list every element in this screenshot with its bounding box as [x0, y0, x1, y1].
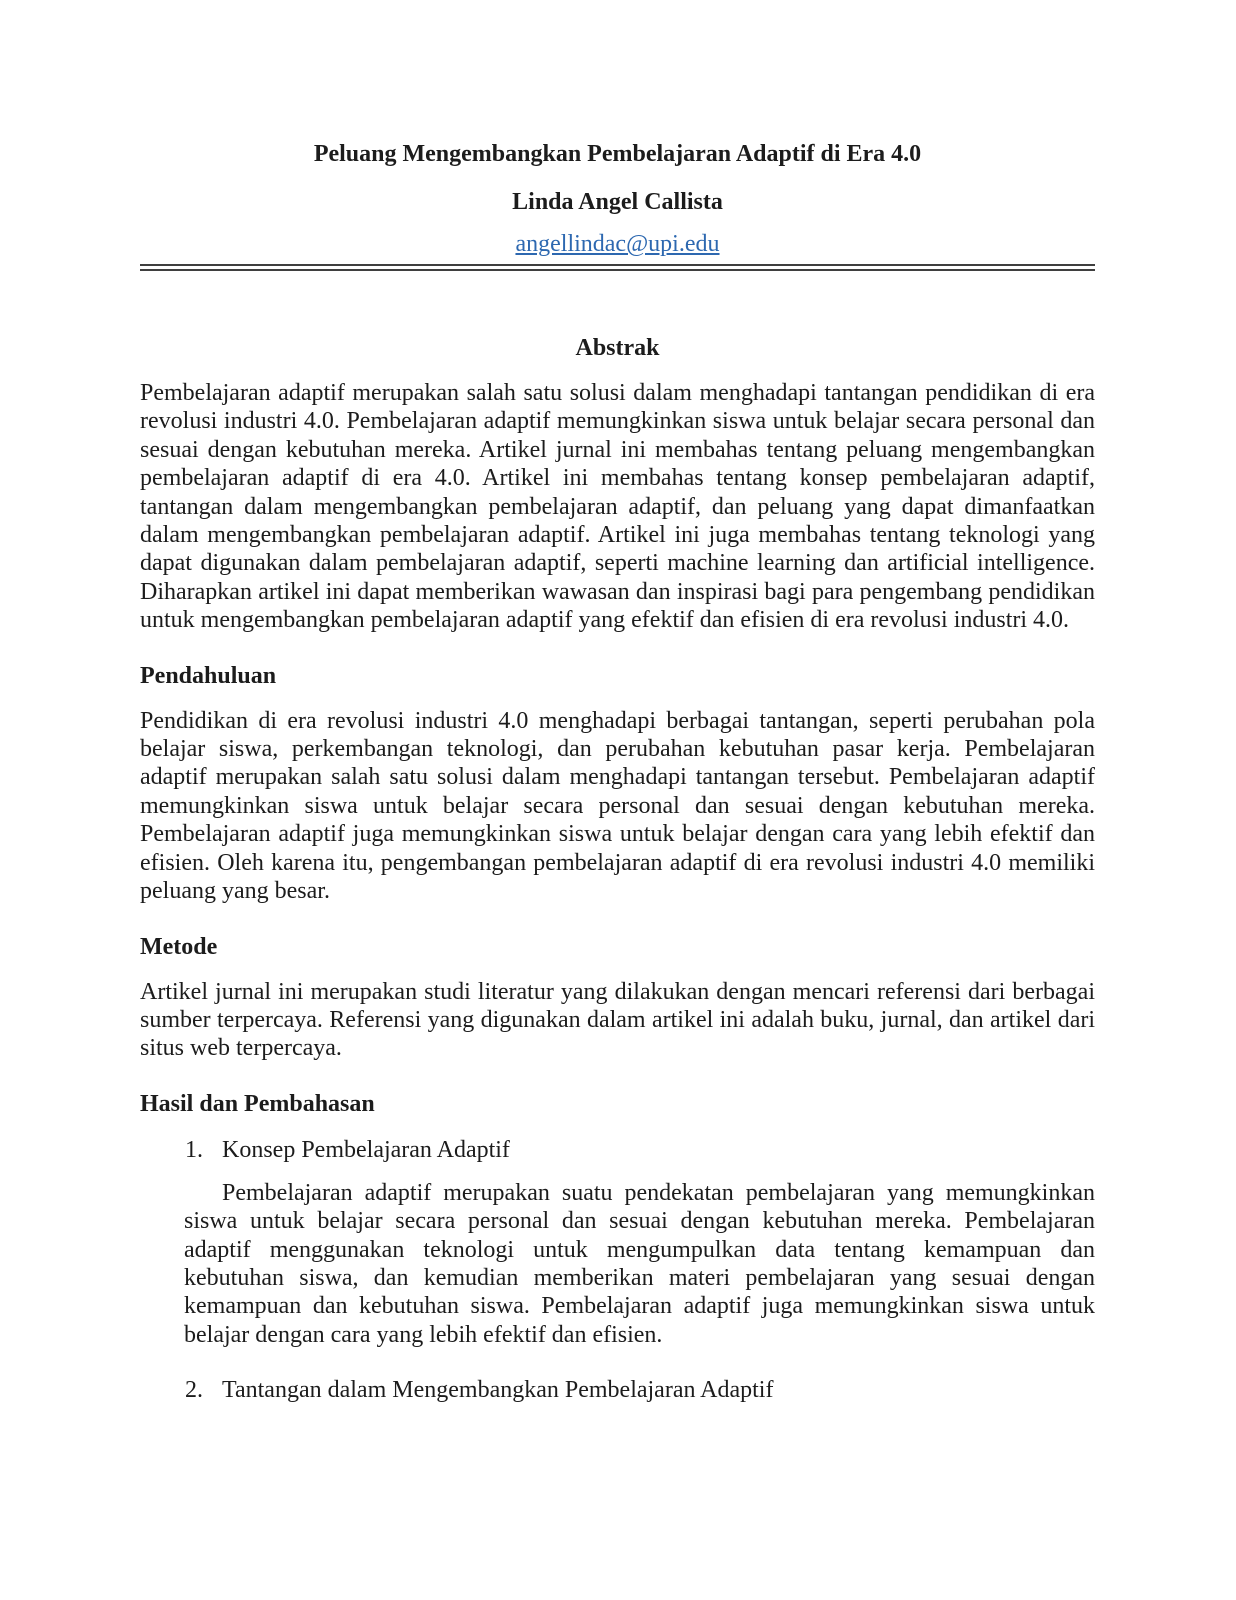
list-item-number: 1.	[185, 1136, 203, 1163]
list-item	[140, 1135, 1095, 1165]
email-line	[140, 228, 1095, 260]
document-header	[140, 138, 1095, 271]
method-paragraph: Artikel jurnal ini merupakan studi literatur yang dilakukan dengan mencari referensi dari berbagai sumber terpercaya. Referensi yang digunakan dalam artikel ini adalah buku, jurnal, dan artikel dari situs web terpercaya.	[140, 978, 1095, 1062]
introduction-paragraph: Pendidikan di era revolusi industri 4.0 menghadapi berbagai tantangan, seperti perubahan pola belajar siswa, perkembangan teknologi, dan perubahan kebutuhan pasar kerja. Pembelajaran adaptif merupakan salah satu solusi dalam menghadapi tantangan tersebut. Pembelajaran adaptif memungkinkan siswa untuk belajar secara personal dan sesuai dengan kebutuhan mereka. Pembelajaran adaptif juga memungkinkan siswa untuk belajar dengan cara yang lebih efektif dan efisien. Oleh karena itu, pengembangan pembelajaran adaptif di era revolusi industri 4.0 memiliki peluang yang besar.	[140, 707, 1095, 905]
list-item-number: 2.	[185, 1377, 203, 1404]
introduction-heading: Pendahuluan	[140, 662, 277, 689]
email-link[interactable]: angellindac@upi.edu	[515, 231, 720, 257]
list-item-title: Tantangan dalam Mengembangkan Pembelajaran Adaptif	[222, 1377, 774, 1404]
results-heading: Hasil dan Pembahasan	[140, 1090, 375, 1117]
abstract-heading: Abstrak	[575, 335, 660, 361]
author-name: Linda Angel Callista	[512, 189, 723, 215]
list-item	[140, 1375, 1095, 1405]
list-item-title: Konsep Pembelajaran Adaptif	[222, 1136, 510, 1163]
method-heading: Metode	[140, 933, 218, 960]
abstract-paragraph: Pembelajaran adaptif merupakan salah satu solusi dalam menghadapi tantangan pendidikan di era revolusi industri 4.0. Pembelajaran adaptif memungkinkan siswa untuk belajar secara personal dan sesuai dengan kebutuhan mereka. Artikel jurnal ini membahas tentang peluang mengembangkan pembelajaran adaptif di era 4.0. Artikel ini membahas tentang konsep pembelajaran adaptif, tantangan dalam mengembangkan pembelajaran adaptif, dan peluang yang dapat dimanfaatkan dalam mengembangkan pembelajaran adaptif. Artikel ini juga membahas tentang teknologi yang dapat digunakan dalam pembelajaran adaptif, seperti machine learning dan artificial intelligence. Diharapkan artikel ini dapat memberikan wawasan dan inspirasi bagi para pengembang pendidikan untuk mengembangkan pembelajaran adaptif yang efektif dan efisien di era revolusi industri 4.0.	[140, 380, 1095, 634]
page-title: Peluang Mengembangkan Pembelajaran Adaptif di Era 4.0	[313, 141, 922, 167]
list-item-paragraph: Pembelajaran adaptif merupakan suatu pendekatan pembelajaran yang memungkinkan siswa untuk belajar secara personal dan sesuai dengan kebutuhan mereka. Pembelajaran adaptif menggunakan teknologi untuk mengumpulkan data tentang kemampuan dan kebutuhan siswa, dan kemudian memberikan materi pembelajaran yang sesuai dengan kemampuan dan kebutuhan siswa. Pembelajaran adaptif juga memungkinkan siswa untuk belajar dengan cara yang lebih efektif dan efisien.	[184, 1179, 1095, 1348]
header-divider	[140, 264, 1095, 271]
